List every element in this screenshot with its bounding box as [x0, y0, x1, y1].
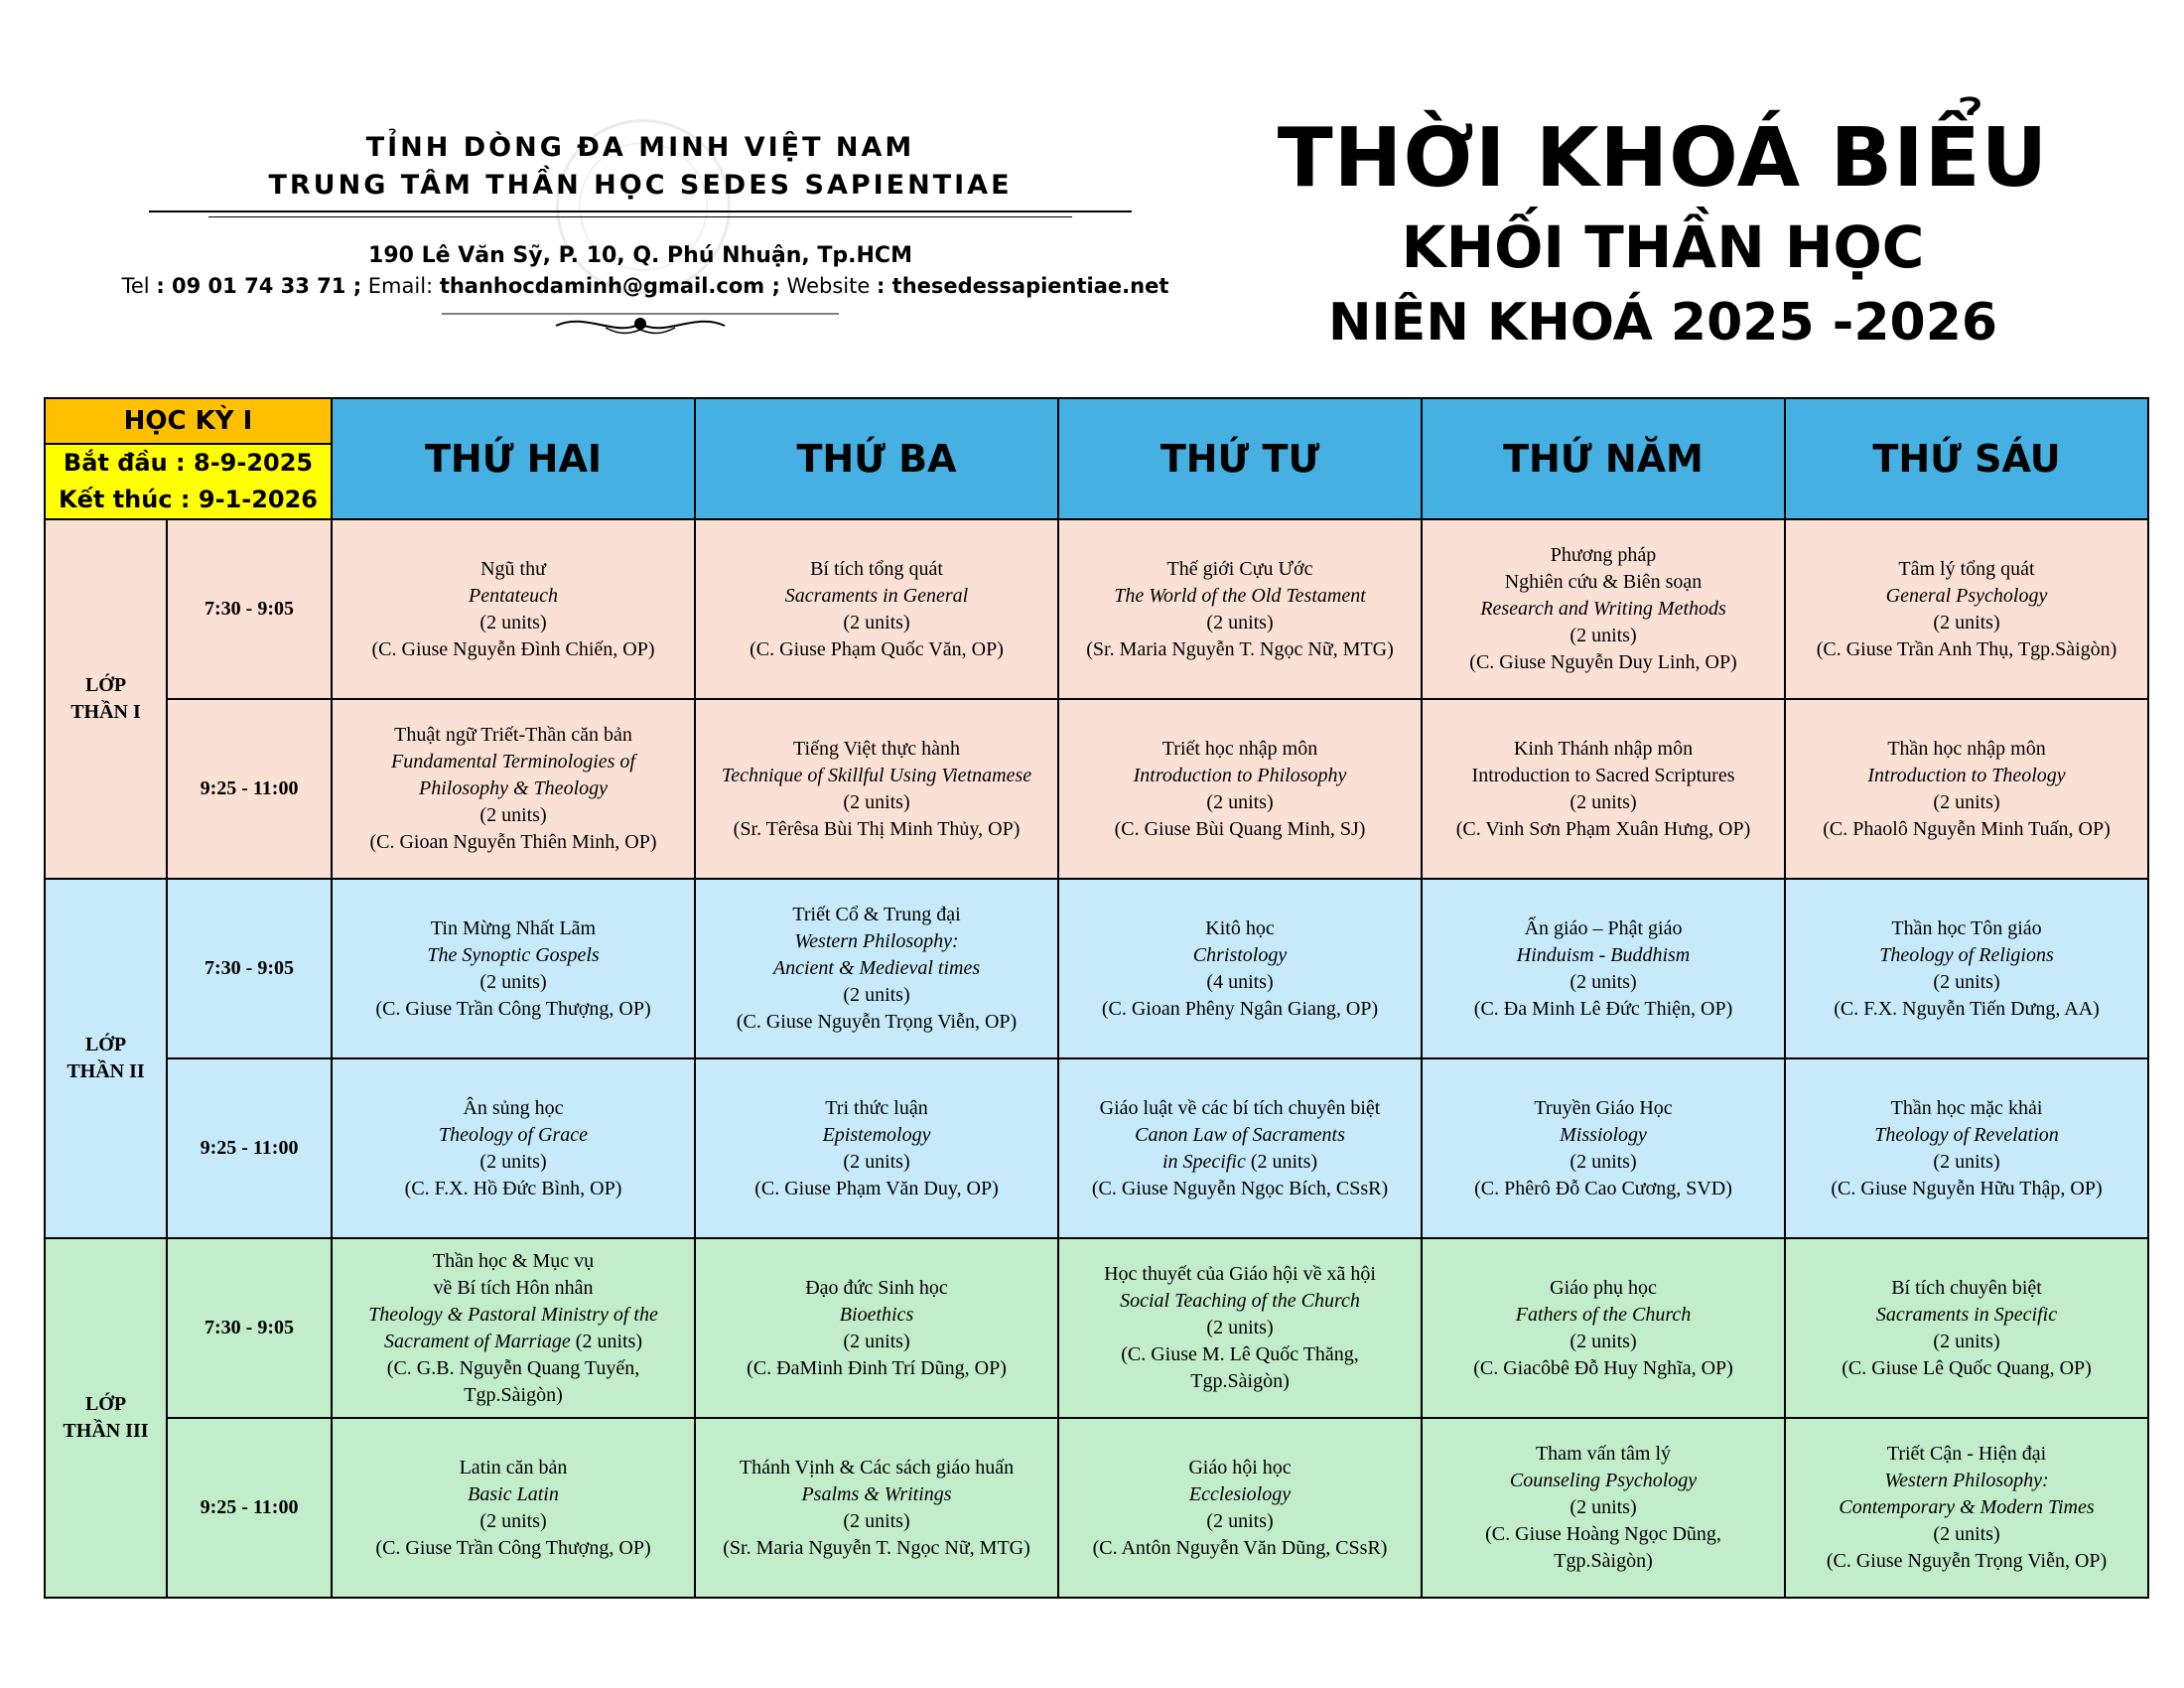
course-line: Sacraments in Specific — [1875, 1303, 2058, 1326]
course-cell — [332, 879, 695, 1058]
course-line: Research and Writing Methods — [1480, 598, 1726, 620]
course-line: Sacrament of Marriage (2 units) — [384, 1330, 642, 1352]
course-cell — [1058, 879, 1422, 1058]
day-header: THỨ TƯ — [1058, 398, 1422, 519]
course-line: (2 units) — [1206, 1317, 1274, 1338]
day-header: THỨ HAI — [332, 398, 695, 519]
course-line: Thần học & Mục vụ — [432, 1249, 595, 1272]
course-line: Theology of Revelation — [1874, 1123, 2059, 1146]
course-line: (2 units) — [479, 1150, 547, 1173]
course-line: (2 units) — [1570, 970, 1637, 993]
course-line: Tham vấn tâm lý — [1535, 1443, 1672, 1465]
course-cell — [1785, 699, 2148, 879]
course-line: Thần học mặc khải — [1890, 1096, 2043, 1119]
course-line: (2 units) — [1570, 1330, 1637, 1352]
course-line: (C. Giuse Nguyễn Đình Chiến, OP) — [371, 637, 655, 660]
course-line: Nghiên cứu & Biên soạn — [1504, 571, 1703, 593]
course-cell — [1785, 1238, 2148, 1418]
course-line: Giáo phụ học — [1550, 1276, 1657, 1299]
course-line: Ấn giáo – Phật giáo — [1524, 916, 1683, 939]
course-line: Pentateuch — [469, 584, 558, 607]
course-line: Theology of Grace — [439, 1123, 588, 1146]
course-line: Philosophy & Theology — [419, 777, 608, 799]
email-label: Email: — [367, 274, 434, 298]
course-line: (Sr. Têrêsa Bùi Thị Minh Thủy, OP) — [733, 817, 1021, 840]
course-line: Tgp.Sàigòn) — [1554, 1550, 1653, 1572]
course-cell — [695, 879, 1058, 1058]
course-line: Tri thức luận — [825, 1096, 928, 1119]
course-line: Đạo đức Sinh học — [805, 1276, 948, 1299]
course-line: Introduction to Sacred Scriptures — [1471, 764, 1735, 786]
time-slot: 9:25 - 11:00 — [167, 1418, 332, 1598]
course-line: (2 units) — [479, 611, 547, 633]
tel-label: Tel — [121, 274, 150, 298]
course-line: về Bí tích Hôn nhân — [433, 1276, 594, 1299]
course-line: (C. Phêrô Đỗ Cao Cương, SVD) — [1474, 1177, 1732, 1199]
contact-line — [99, 274, 1191, 298]
course-line: Fathers of the Church — [1515, 1303, 1692, 1326]
course-cell — [332, 1058, 695, 1238]
time-slot: 7:30 - 9:05 — [167, 519, 332, 699]
semester-dates — [45, 444, 332, 519]
course-cell — [332, 699, 695, 879]
course-cell — [1785, 879, 2148, 1058]
course-line: Giáo luật về các bí tích chuyên biệt — [1099, 1096, 1381, 1119]
header-rule — [149, 211, 1132, 212]
course-line: (C. Giuse Phạm Quốc Văn, OP) — [750, 637, 1004, 660]
org-line-1: TỈNH DÒNG ĐA MINH VIỆT NAM — [365, 132, 915, 163]
course-line: Thánh Vịnh & Các sách giáo huấn — [739, 1456, 1015, 1478]
address: 190 Lê Văn Sỹ, P. 10, Q. Phú Nhuận, Tp.HCM — [368, 243, 912, 268]
course-line: Thế giới Cựu Ước — [1166, 557, 1313, 580]
semester-name: HỌC KỲ I — [45, 398, 332, 444]
course-cell — [332, 1418, 695, 1598]
class-label-line: LỚP — [84, 1393, 127, 1415]
course-line: (2 units) — [1570, 625, 1637, 646]
course-line: Học thuyết của Giáo hội về xã hội — [1104, 1263, 1376, 1285]
main-title: THỜI KHOÁ BIỂU — [1277, 111, 2049, 206]
day-header: THỨ SÁU — [1785, 398, 2148, 519]
course-line: Giáo hội học — [1188, 1456, 1292, 1478]
course-line: (C. Giuse M. Lê Quốc Thăng, — [1121, 1343, 1359, 1365]
course-line: Triết Cổ & Trung đại — [792, 904, 961, 925]
website-label: Website — [786, 274, 871, 298]
course-line: Western Philosophy: — [794, 930, 959, 952]
time-slot: 9:25 - 11:00 — [167, 1058, 332, 1238]
course-line: (Sr. Maria Nguyễn T. Ngọc Nữ, MTG) — [1086, 637, 1394, 660]
time-slot: 9:25 - 11:00 — [167, 699, 332, 879]
course-cell — [332, 519, 695, 699]
course-line: Ân sủng học — [463, 1096, 564, 1119]
course-line: (2 units) — [1206, 790, 1274, 813]
course-line: Introduction to Theology — [1867, 764, 2066, 786]
course-line: (C. Giuse Phạm Văn Duy, OP) — [754, 1177, 999, 1199]
course-line: in Specific (2 units) — [1161, 1150, 1318, 1173]
course-line: Western Philosophy: — [1884, 1470, 2049, 1491]
organization-header — [149, 129, 1132, 217]
course-line: Ecclesiology — [1188, 1482, 1292, 1505]
course-line: (C. F.X. Hồ Đức Bình, OP) — [404, 1177, 622, 1199]
semester-end: Kết thúc : 9-1-2026 — [59, 486, 318, 513]
course-line: (2 units) — [479, 970, 547, 993]
ornament-divider-icon — [437, 308, 844, 338]
academic-year: NIÊN KHOÁ 2025 -2026 — [1327, 293, 1998, 352]
course-cell — [695, 1058, 1058, 1238]
course-line: (C. Giuse Lê Quốc Quang, OP) — [1842, 1356, 2092, 1379]
course-line: (2 units) — [1570, 790, 1637, 813]
course-cell — [332, 1238, 695, 1418]
course-cell — [1422, 519, 1785, 699]
course-line: Kinh Thánh nhập môn — [1513, 737, 1694, 760]
course-cell — [695, 519, 1058, 699]
course-cell — [695, 1418, 1058, 1598]
course-line: Ancient & Medieval times — [772, 957, 981, 979]
course-line: Theology & Pastoral Ministry of the — [368, 1303, 658, 1326]
course-line: (C. Đa Minh Lê Đức Thiện, OP) — [1473, 997, 1733, 1020]
course-line: Sacraments in General — [784, 584, 969, 607]
course-line: Tiếng Việt thực hành — [793, 737, 960, 760]
course-cell — [1058, 699, 1422, 879]
class-label-line: LỚP — [84, 674, 127, 696]
course-line: (C. Antôn Nguyễn Văn Dũng, CSsR) — [1092, 1536, 1388, 1559]
course-line: (2 units) — [1933, 611, 2000, 633]
course-line: (C. Giuse Hoàng Ngọc Dũng, — [1485, 1523, 1721, 1545]
course-line: General Psychology — [1885, 584, 2048, 607]
course-line: Bioethics — [839, 1303, 914, 1326]
course-line: (C. Giuse Bùi Quang Minh, SJ) — [1114, 817, 1366, 840]
course-line: Basic Latin — [468, 1482, 559, 1505]
course-cell — [1422, 699, 1785, 879]
course-line: Theology of Religions — [1879, 943, 2054, 966]
course-line: (2 units) — [479, 804, 547, 826]
timetable-row — [45, 1418, 2148, 1598]
time-slot: 7:30 - 9:05 — [167, 879, 332, 1058]
course-line: Counseling Psychology — [1509, 1470, 1698, 1491]
course-cell — [1785, 1058, 2148, 1238]
course-cell — [1785, 519, 2148, 699]
class-label — [45, 1238, 167, 1598]
email-value: thanhocdaminh@gmail.com ; — [439, 274, 780, 298]
course-cell — [1422, 1418, 1785, 1598]
course-line: (2 units) — [1206, 1509, 1274, 1532]
timetable-row — [45, 879, 2148, 1058]
day-header: THỨ BA — [695, 398, 1058, 519]
course-line: Epistemology — [822, 1123, 931, 1146]
course-line: (C. Giuse Nguyễn Ngọc Bích, CSsR) — [1091, 1177, 1389, 1199]
course-cell — [1058, 1058, 1422, 1238]
course-line: Kitô học — [1205, 916, 1275, 939]
header-rule-thin — [208, 216, 1072, 217]
course-line: (C. Giuse Nguyễn Trọng Viễn, OP) — [736, 1011, 1018, 1033]
course-line: (Sr. Maria Nguyễn T. Ngọc Nữ, MTG) — [723, 1536, 1030, 1559]
timetable-row — [45, 519, 2148, 699]
course-line: Missiology — [1560, 1123, 1647, 1146]
course-line: Bí tích tổng quát — [810, 557, 943, 580]
subtitle: KHỐI THẦN HỌC — [1401, 213, 1925, 281]
course-line: (2 units) — [1933, 790, 2000, 813]
course-line: Triết Cận - Hiện đại — [1886, 1443, 2047, 1465]
course-cell — [1058, 519, 1422, 699]
course-line: (2 units) — [1933, 1150, 2000, 1173]
course-line: (2 units) — [1933, 1523, 2000, 1545]
course-line: Thuật ngữ Triết-Thần căn bản — [394, 724, 632, 746]
course-line: (2 units) — [1206, 611, 1274, 633]
course-line: Social Teaching of the Church — [1120, 1290, 1360, 1312]
org-line-2: TRUNG TÂM THẦN HỌC SEDES SAPIENTIAE — [268, 170, 1013, 201]
course-cell — [1058, 1418, 1422, 1598]
class-label — [45, 519, 167, 879]
course-line: (2 units) — [479, 1509, 547, 1532]
course-line: (C. Vinh Sơn Phạm Xuân Hưng, OP) — [1455, 817, 1751, 840]
course-line: Bí tích chuyên biệt — [1891, 1276, 2042, 1299]
course-line: (C. ĐaMinh Đinh Trí Dũng, OP) — [747, 1356, 1007, 1379]
course-line: (2 units) — [1933, 970, 2000, 993]
course-line: (C. Giuse Nguyễn Duy Linh, OP) — [1469, 651, 1737, 673]
website-value: : thesedessapientiae.net — [876, 274, 1169, 298]
course-line: (C. G.B. Nguyễn Quang Tuyến, — [386, 1356, 640, 1379]
tel-value: : 09 01 74 33 71 ; — [156, 274, 362, 298]
course-line: Thần học nhập môn — [1887, 737, 2046, 760]
course-line: (C. Gioan Phêny Ngân Giang, OP) — [1101, 997, 1379, 1020]
course-line: Latin căn bản — [459, 1456, 568, 1478]
course-line: The Synoptic Gospels — [427, 943, 600, 966]
course-line: (2 units) — [843, 984, 910, 1006]
course-line: Tgp.Sàigòn) — [1190, 1370, 1290, 1392]
course-line: Introduction to Philosophy — [1133, 764, 1347, 786]
course-line: Tin Mừng Nhất Lãm — [430, 916, 597, 939]
class-label-line: THẦN II — [67, 1060, 145, 1082]
time-slot: 7:30 - 9:05 — [167, 1238, 332, 1418]
header-row — [45, 398, 2148, 444]
course-line: (4 units) — [1206, 970, 1274, 993]
course-line: (C. Giuse Trần Anh Thụ, Tgp.Sàigòn) — [1816, 637, 2117, 660]
course-line: (2 units) — [843, 1150, 910, 1173]
course-cell — [1785, 1418, 2148, 1598]
course-line: Contemporary & Modern Times — [1839, 1496, 2095, 1518]
course-line: Tgp.Sàigòn) — [464, 1383, 563, 1406]
course-line: Canon Law of Sacraments — [1135, 1123, 1345, 1146]
class-label-line: LỚP — [84, 1034, 127, 1055]
course-line: (2 units) — [843, 1330, 910, 1352]
course-line: (2 units) — [843, 790, 910, 813]
course-cell — [695, 1238, 1058, 1418]
semester-start: Bắt đầu : 8-9-2025 — [63, 449, 314, 477]
course-cell — [1422, 1058, 1785, 1238]
timetable-row — [45, 699, 2148, 879]
course-line: Ngũ thư — [480, 557, 546, 580]
timetable-row — [45, 1238, 2148, 1418]
course-line: Tâm lý tổng quát — [1898, 557, 2035, 580]
course-line: Triết học nhập môn — [1161, 737, 1318, 760]
day-header: THỨ NĂM — [1422, 398, 1785, 519]
course-line: (C. Giuse Trần Công Thượng, OP) — [375, 997, 651, 1020]
class-label-line: THẦN I — [70, 701, 141, 723]
title-block — [1241, 109, 2085, 359]
course-line: (C. Giacôbê Đỗ Huy Nghĩa, OP) — [1473, 1356, 1733, 1379]
course-line: Fundamental Terminologies of — [391, 751, 635, 773]
course-line: (2 units) — [1933, 1330, 2000, 1352]
course-line: (2 units) — [843, 1509, 910, 1532]
course-line: Hinduism - Buddhism — [1516, 943, 1691, 966]
course-line: (C. F.X. Nguyễn Tiến Dưng, AA) — [1834, 997, 2100, 1020]
course-line: (C. Giuse Nguyễn Hữu Thập, OP) — [1831, 1177, 2103, 1199]
course-line: (2 units) — [843, 611, 910, 633]
course-cell — [1422, 1238, 1785, 1418]
course-line: (C. Giuse Nguyễn Trọng Viễn, OP) — [1826, 1550, 2108, 1572]
course-line: Psalms & Writings — [801, 1482, 952, 1505]
timetable-row — [45, 1058, 2148, 1238]
course-line: Christology — [1192, 943, 1288, 966]
course-cell — [1058, 1238, 1422, 1418]
timetable-body — [45, 519, 2148, 1598]
course-line: Technique of Skillful Using Vietnamese — [721, 764, 1032, 786]
course-line: (C. Gioan Nguyễn Thiên Minh, OP) — [369, 831, 657, 853]
course-line: Phương pháp — [1550, 544, 1657, 566]
course-line: (C. Giuse Trần Công Thượng, OP) — [375, 1536, 651, 1559]
timetable — [44, 397, 2149, 1599]
class-label — [45, 879, 167, 1238]
course-line: The World of the Old Testament — [1114, 584, 1366, 607]
course-line: (C. Phaolô Nguyễn Minh Tuấn, OP) — [1823, 817, 2111, 840]
course-line: Truyền Giáo Học — [1534, 1096, 1673, 1119]
course-cell — [695, 699, 1058, 879]
course-line: (2 units) — [1570, 1150, 1637, 1173]
course-line: Thần học Tôn giáo — [1891, 916, 2042, 939]
class-label-line: THẦN III — [63, 1420, 149, 1442]
course-line: (2 units) — [1570, 1496, 1637, 1518]
course-cell — [1422, 879, 1785, 1058]
